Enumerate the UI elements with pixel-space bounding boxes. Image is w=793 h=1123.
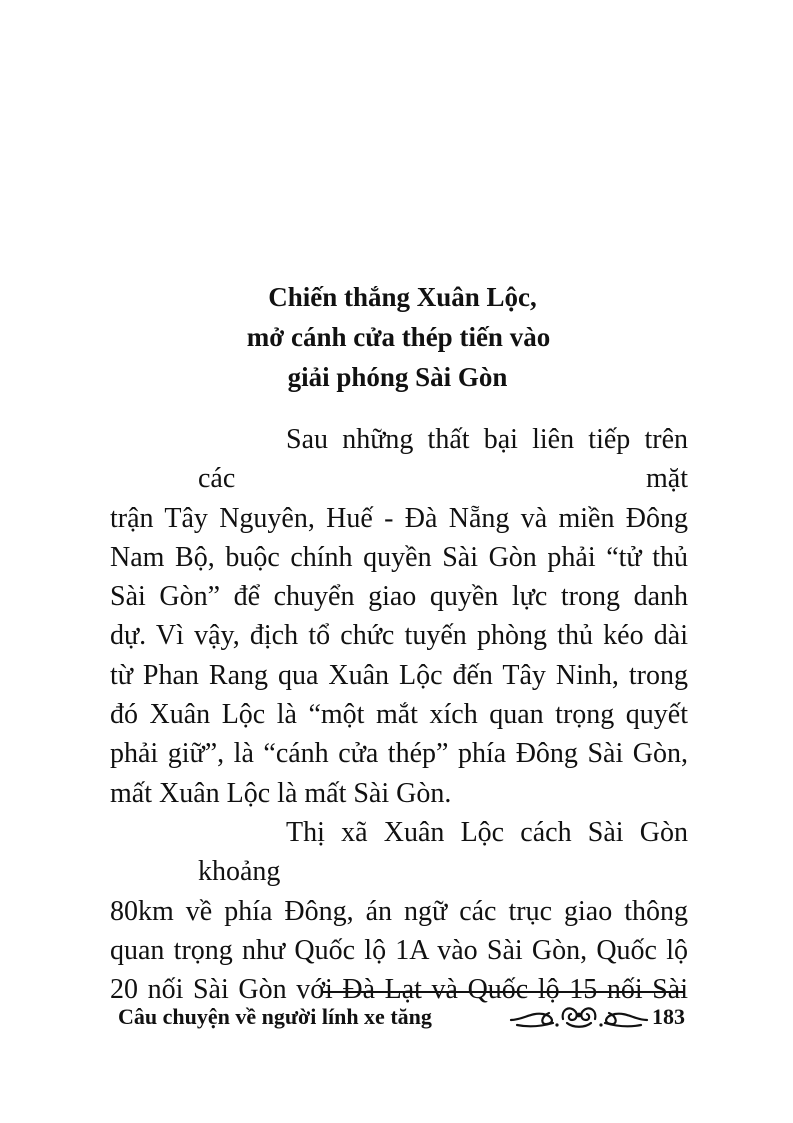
text-line: dự. Vì vậy, địch tổ chức tuyến phòng thủ kéo dài (110, 620, 688, 652)
chapter-title-line: mở cánh cửa thép tiến vào (246, 322, 551, 352)
text-line: 80km về phía Đông, án ngữ các trục giao thông (110, 895, 688, 927)
text-line: đó Xuân Lộc là “một mắt xích quan trọng quyết (110, 699, 688, 731)
page-footer (118, 997, 690, 1037)
text-line: 20 nối Sài Gòn với Đà Lạt và Quốc lộ 15 nối Sài (110, 974, 688, 1006)
text-line: Sau những thất bại liên tiếp trên các mặt (198, 424, 688, 495)
text-line: từ Phan Rang qua Xuân Lộc đến Tây Ninh, trong (110, 659, 688, 691)
footer-divider (322, 991, 684, 993)
paragraph (110, 813, 688, 1009)
chapter-title (0, 277, 793, 397)
chapter-title-line: Chiến thắng Xuân Lộc, (268, 282, 537, 312)
chapter-title-line: giải phóng Sài Gòn (287, 362, 508, 392)
text-line: Sài Gòn” để chuyển giao quyền lực trong danh (110, 581, 688, 613)
body-text (110, 420, 688, 1009)
text-line: mất Xuân Lộc là mất Sài Gòn. (110, 777, 452, 809)
paragraph (110, 420, 688, 813)
text-line: Nam Bộ, buộc chính quyền Sài Gòn phải “tử thủ (110, 541, 688, 573)
text-line: phải giữ”, là “cánh cửa thép” phía Đông Sài Gòn, (110, 738, 688, 770)
page-number: 183 (652, 1004, 685, 1029)
text-line: quan trọng như Quốc lộ 1A vào Sài Gòn, Quốc lộ (110, 934, 688, 966)
decorative-flourish-icon (507, 1001, 651, 1044)
text-line: trận Tây Nguyên, Huế - Đà Nẵng và miền Đông (110, 502, 688, 534)
running-title: Câu chuyện về người lính xe tăng (118, 1004, 432, 1029)
text-line: Thị xã Xuân Lộc cách Sài Gòn khoảng (198, 816, 688, 888)
